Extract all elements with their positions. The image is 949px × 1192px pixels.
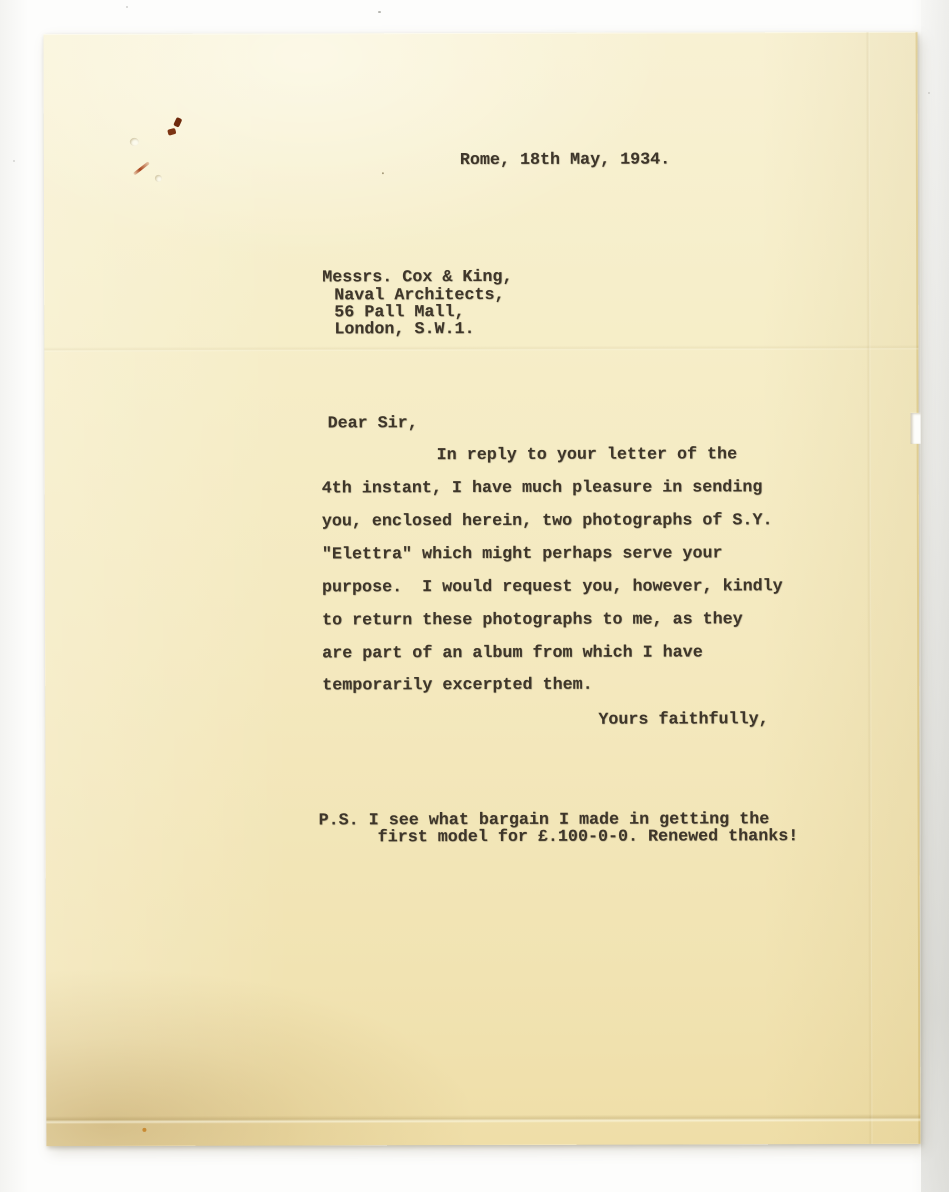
torn-edge-notch — [911, 413, 921, 444]
paper-spot — [142, 1128, 146, 1132]
recipient-line: Messrs. Cox & King, — [322, 267, 513, 288]
paper-fleck — [382, 172, 384, 174]
dateline: Rome, 18th May, 1934. — [459, 150, 671, 171]
recipient-line: Naval Architects, — [334, 285, 505, 306]
salutation: Dear Sir, — [327, 414, 418, 434]
scanner-edge-shading — [921, 0, 949, 1192]
ink-streak — [133, 161, 150, 175]
paper-fold-crease — [46, 1114, 920, 1124]
dust-speck — [378, 11, 381, 13]
body-line: purpose. I would request you, however, kindly — [321, 577, 783, 598]
body-line: temporarily excerpted them. — [322, 675, 593, 696]
ink-stain — [173, 117, 182, 128]
ink-stain — [167, 128, 176, 136]
body-line: are part of an album from which I have — [322, 643, 703, 664]
body-line: to return these photographs to me, as they — [322, 610, 743, 631]
dust-speck — [13, 160, 15, 162]
body-line: you, enclosed herein, two photographs of S.Y. — [321, 511, 773, 532]
closing: Yours faithfully, — [598, 710, 769, 730]
paper-crease — [866, 32, 873, 1144]
postscript-line: first model for £.100-0-0. Renewed thanks! — [377, 827, 799, 848]
body-line: 4th instant, I have much pleasure in sending — [321, 478, 763, 499]
body-line: In reply to your letter of the — [436, 445, 738, 466]
dust-speck — [126, 6, 128, 8]
dust-speck — [928, 92, 930, 94]
paper-dent — [130, 138, 139, 146]
recipient-line: London, S.W.1. — [334, 320, 475, 340]
paper-crease — [44, 345, 918, 352]
letter-page — [44, 32, 921, 1146]
paper-dent — [155, 175, 162, 182]
recipient-line: 56 Pall Mall, — [334, 303, 465, 323]
body-line: "Elettra" which might perhaps serve your — [321, 544, 723, 565]
postscript-line: P.S. I see what bargain I made in getting the — [318, 810, 770, 831]
